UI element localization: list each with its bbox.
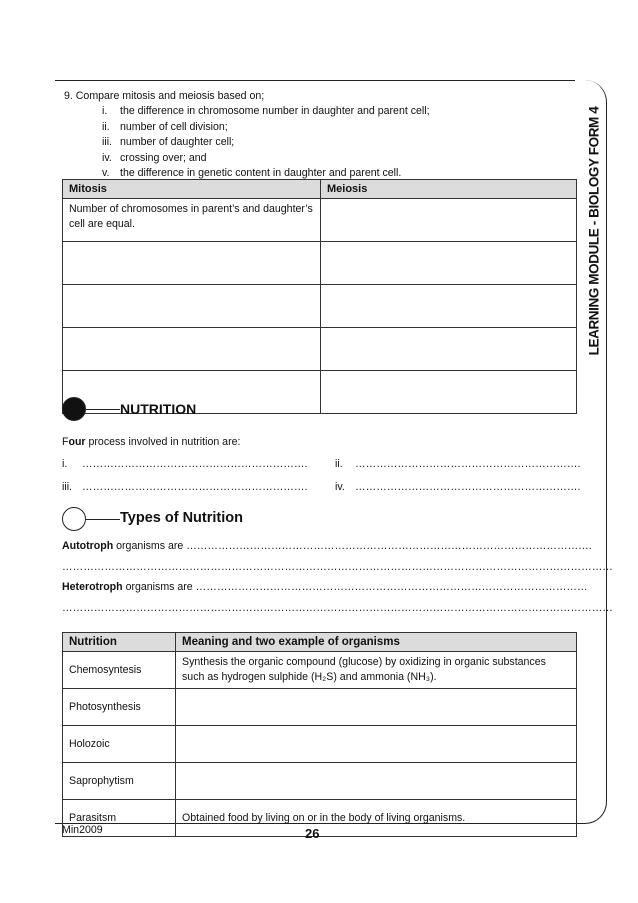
blank-item[interactable] [62,458,307,470]
blank-item[interactable] [62,481,307,493]
blank-item[interactable] [335,458,580,470]
question-item [64,104,430,119]
heterotroph-term: Heterotroph [62,581,123,593]
blank-dots: ………………………………………………………. [355,481,581,493]
question-item [64,151,430,166]
item-number: iv. [102,151,112,164]
meaning-cell[interactable]: Obtained food by living on or in the body of living organisms. [176,800,577,837]
item-number: ii. [102,120,110,133]
table-row [63,328,577,371]
nutrition-heading: NUTRITION [120,401,197,417]
autotroph-line[interactable] [62,540,592,552]
question-9 [64,89,430,181]
prompt-first-letter: F [62,436,69,448]
table-row [63,285,577,328]
item-text: crossing over; and [120,151,207,164]
answer-cell[interactable] [321,242,577,285]
autotroph-blank: organisms are ……………………………………………………………………………………………………. [113,540,592,552]
answer-cell[interactable] [63,242,321,285]
column-header-meiosis: Meiosis [321,180,577,199]
blank-number: iii. [62,481,73,493]
nutrition-prompt [62,436,240,448]
blank-number: ii. [335,458,343,470]
meaning-cell[interactable] [176,726,577,763]
column-header-nutrition: Nutrition [63,633,176,652]
table-row [63,689,577,726]
item-number: iii. [102,136,113,149]
item-text: number of cell division; [120,120,228,133]
module-sidebar [582,86,606,376]
table-row [63,763,577,800]
question-intro: 9. Compare mitosis and meiosis based on; [64,90,265,102]
mitosis-meiosis-table [62,179,577,414]
blank-dots: ………………………………………………………. [82,481,308,493]
nutrition-type: Chemosyntesis [63,652,176,689]
module-sidebar-label: LEARNING MODULE - BIOLOGY FORM 4 [586,106,602,356]
answer-cell[interactable] [63,285,321,328]
blank-dots: ………………………………………………………. [355,458,581,470]
answer-cell[interactable] [63,328,321,371]
heterotroph-blank: organisms are ………………………………………………………………………………………………… [122,581,588,593]
item-number: i. [102,105,108,118]
blank-line[interactable]: ………………………………………………………………………………………………………………………………………… [62,561,613,573]
question-item [64,120,430,135]
nutrition-type: Saprophytism [63,763,176,800]
types-heading: Types of Nutrition [120,510,243,526]
filled-circle-icon [62,397,86,421]
answer-cell[interactable] [321,199,577,242]
heading-rule [86,519,120,520]
table-row [63,800,577,837]
autotroph-term: Autotroph [62,540,114,552]
blank-number: i. [62,458,68,470]
meaning-cell[interactable] [176,689,577,726]
item-text: number of daughter cell; [120,136,235,149]
question-item [64,135,430,150]
footer-label: Min2009 [62,824,103,836]
column-header-mitosis: Mitosis [63,180,321,199]
answer-cell[interactable] [321,328,577,371]
nutrition-type: Holozoic [63,726,176,763]
column-header-meaning: Meaning and two example of organisms [176,633,577,652]
blank-line[interactable]: ………………………………………………………………………………………………………………………………………… [62,602,613,614]
item-text: the difference in genetic content in daughter and parent cell. [120,167,402,180]
prompt-bold: our [68,436,86,448]
meaning-cell[interactable] [176,763,577,800]
table-row [63,726,577,763]
answer-cell[interactable] [321,285,577,328]
meaning-cell[interactable]: Synthesis the organic compound (glucose) by oxidizing in organic substances such as hydrogen sulphide (H₂S) and ammonia (NH₃). [176,652,577,689]
nutrition-table [62,632,577,837]
answer-cell[interactable] [321,371,577,414]
table-row [63,242,577,285]
prompt-rest: process involved in nutrition are: [85,436,241,448]
empty-circle-icon [62,507,86,531]
blank-dots: ………………………………………………………. [82,458,308,470]
table-row [63,652,577,689]
heading-rule [86,409,120,410]
page-number: 26 [305,826,320,841]
blank-item[interactable] [335,481,580,493]
item-number: v. [102,167,110,180]
heterotroph-line[interactable] [62,581,588,593]
blank-number: iv. [335,481,345,493]
table-row [63,199,577,242]
item-text: the difference in chromosome number in daughter and parent cell; [120,105,430,118]
nutrition-type: Parasitsm [63,800,176,837]
answer-cell[interactable]: Number of chromosomes in parent’s and daughter’s cell are equal. [63,199,321,242]
nutrition-type: Photosynthesis [63,689,176,726]
